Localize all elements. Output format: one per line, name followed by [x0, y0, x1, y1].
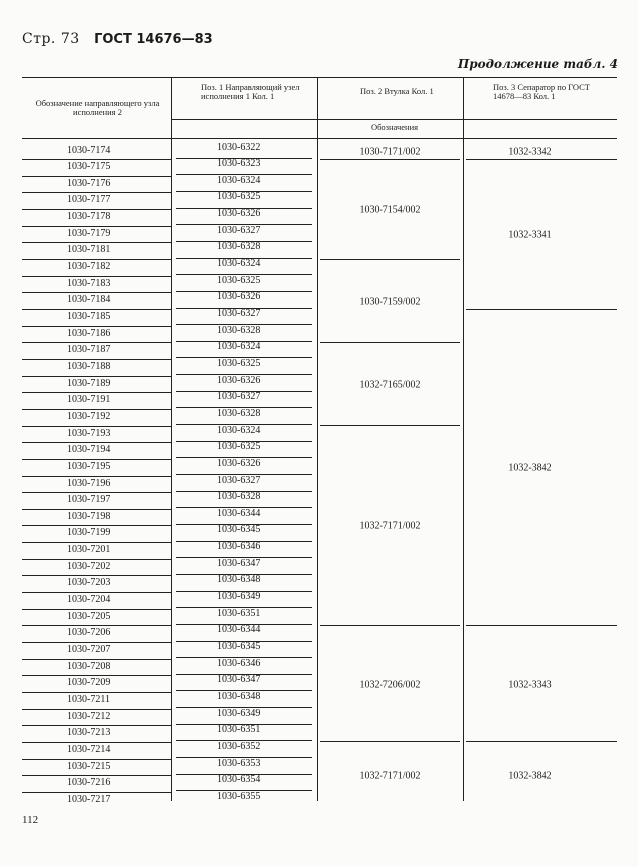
sleeve-group-label: 1030-7171/002 — [359, 146, 421, 158]
page-label: Стр. 73 — [22, 31, 80, 47]
table-cell-node-designation: 1030-7201 — [67, 544, 111, 556]
table-cell-guide-assembly: 1030-6348 — [217, 690, 261, 702]
table-cell-node-designation: 1030-7211 — [67, 693, 110, 705]
table-cell-guide-assembly: 1030-6354 — [217, 774, 261, 786]
row-rule-col1 — [22, 709, 171, 710]
separator-group-rule — [466, 309, 617, 310]
table-cell-node-designation: 1030-7198 — [67, 510, 111, 522]
row-rule-col1 — [22, 392, 171, 393]
table-cell-guide-assembly: 1030-6345 — [217, 641, 261, 652]
table-cell-node-designation: 1030-7189 — [67, 377, 111, 389]
sleeve-group-label: 1032-7171/002 — [359, 520, 421, 532]
row-rule-col1 — [22, 509, 171, 510]
row-rule-col1 — [22, 376, 171, 377]
running-head — [22, 31, 213, 47]
sleeve-group-rule — [320, 259, 460, 260]
sleeve-group-rule — [320, 159, 460, 160]
table-cell-node-designation: 1030-7195 — [67, 460, 111, 472]
table-cell-guide-assembly: 1030-6344 — [217, 624, 261, 636]
table-cell-guide-assembly: 1030-6327 — [217, 308, 261, 319]
table-cell-guide-assembly: 1030-6328 — [217, 491, 261, 503]
header-col3: Поз. 2 Втулка Кол. 1 — [360, 86, 434, 96]
table-cell-node-designation: 1030-7208 — [67, 660, 111, 672]
row-rule-col1 — [22, 575, 171, 576]
row-rule-col1 — [22, 476, 171, 477]
separator-group-label: 1032-3842 — [508, 770, 552, 782]
table-cell-node-designation: 1030-7202 — [67, 560, 111, 572]
table-cell-guide-assembly: 1030-6324 — [217, 424, 261, 436]
row-rule-col1 — [22, 459, 171, 460]
col-divider-2 — [317, 77, 318, 801]
row-rule-col1 — [22, 159, 171, 160]
sleeve-group-rule — [320, 625, 460, 626]
table-cell-guide-assembly: 1030-6323 — [217, 158, 261, 170]
sleeve-group-rule — [320, 342, 460, 343]
table-cell-node-designation: 1030-7194 — [67, 444, 111, 456]
header-bottom-rule — [22, 138, 617, 139]
table-cell-node-designation: 1030-7217 — [67, 793, 111, 805]
separator-group-rule — [466, 159, 617, 160]
table-cell-guide-assembly: 1030-6349 — [217, 591, 261, 603]
table-cell-node-designation: 1030-7179 — [67, 227, 111, 239]
standard-number: ГОСТ 14676—83 — [94, 32, 213, 47]
table-cell-guide-assembly: 1030-6346 — [217, 541, 261, 553]
header-designations: Обозначения — [370, 122, 419, 132]
table-cell-guide-assembly: 1030-6328 — [217, 407, 261, 419]
sleeve-group-label: 1030-7154/002 — [359, 204, 421, 216]
table-cell-node-designation: 1030-7197 — [67, 494, 111, 506]
table-cell-guide-assembly: 1030-6344 — [217, 507, 261, 519]
table-cell-guide-assembly: 1030-6325 — [217, 441, 261, 453]
table-cell-node-designation: 1030-7204 — [67, 594, 111, 606]
header-col1: Обозначение направляющего узла исполнения 2 — [35, 98, 160, 117]
row-rule-col1 — [22, 326, 171, 327]
table-cell-node-designation: 1030-7216 — [67, 777, 111, 789]
row-rule-col1 — [22, 759, 171, 760]
table-cell-node-designation: 1030-7206 — [67, 627, 111, 639]
row-rule-col1 — [22, 725, 171, 726]
row-rule-col1 — [22, 692, 171, 693]
table-cell-guide-assembly: 1030-6351 — [217, 607, 261, 619]
col-divider-3 — [463, 77, 464, 801]
row-rule-col1 — [22, 659, 171, 660]
table-cell-node-designation: 1030-7196 — [67, 477, 111, 489]
table-cell-node-designation: 1030-7181 — [67, 244, 111, 256]
row-rule-col1 — [22, 426, 171, 427]
row-rule-col1 — [22, 192, 171, 193]
table-cell-guide-assembly: 1030-6324 — [217, 258, 261, 270]
row-rule-col1 — [22, 742, 171, 743]
row-rule-col1 — [22, 775, 171, 776]
separator-group-label: 1032-3341 — [508, 229, 552, 241]
sleeve-group-label: 1030-7159/002 — [359, 296, 421, 308]
table-cell-guide-assembly: 1030-6328 — [217, 241, 261, 253]
header-col2: Поз. 1 Направляющий узел исполнения 1 Кол. 1 — [201, 82, 300, 101]
table-cell-node-designation: 1030-7184 — [67, 294, 111, 306]
table-cell-guide-assembly: 1030-6347 — [217, 674, 261, 686]
table-cell-node-designation: 1030-7215 — [67, 760, 111, 772]
designation-rule — [171, 119, 617, 120]
table-cell-guide-assembly: 1030-6325 — [217, 357, 261, 369]
header-col4: Поз. 3 Сепаратор по ГОСТ 14678—83 Кол. 1 — [493, 82, 590, 101]
table-cell-node-designation: 1030-7213 — [67, 727, 111, 739]
row-rule-col1 — [22, 242, 171, 243]
table-cell-guide-assembly: 1030-6324 — [217, 341, 261, 353]
row-rule-col1 — [22, 276, 171, 277]
table-cell-guide-assembly: 1030-6326 — [217, 291, 261, 303]
table-cell-node-designation: 1030-7185 — [67, 311, 111, 322]
table-cell-node-designation: 1030-7199 — [67, 527, 111, 539]
table-cell-guide-assembly: 1030-6327 — [217, 391, 261, 403]
table-cell-node-designation: 1030-7174 — [67, 144, 111, 156]
separator-group-label: 1032-3342 — [508, 146, 552, 158]
row-rule-col1 — [22, 675, 171, 676]
table-cell-guide-assembly: 1030-6325 — [217, 191, 261, 203]
table-cell-node-designation: 1030-7176 — [67, 177, 111, 189]
table-cell-guide-assembly: 1030-6327 — [217, 224, 261, 236]
separator-group-rule — [466, 741, 617, 742]
table-cell-guide-assembly: 1030-6353 — [217, 757, 261, 769]
row-rule-col1 — [22, 359, 171, 360]
table-cell-node-designation: 1030-7177 — [67, 194, 111, 206]
sleeve-group-rule — [320, 425, 460, 426]
row-rule-col1 — [22, 226, 171, 227]
table-cell-node-designation: 1030-7188 — [67, 360, 111, 372]
row-rule-col1 — [22, 625, 171, 626]
table-cell-node-designation: 1030-7207 — [67, 644, 111, 655]
table-cell-guide-assembly: 1030-6327 — [217, 474, 261, 486]
row-rule-col1 — [22, 542, 171, 543]
table-cell-guide-assembly: 1030-6326 — [217, 374, 261, 386]
table-cell-node-designation: 1030-7178 — [67, 211, 111, 223]
table-cell-guide-assembly: 1030-6355 — [217, 790, 261, 802]
row-rule-col1 — [22, 409, 171, 410]
table-cell-guide-assembly: 1030-6352 — [217, 740, 261, 752]
table-cell-node-designation: 1030-7193 — [67, 427, 111, 439]
table-cell-node-designation: 1030-7182 — [67, 261, 111, 273]
table-cell-guide-assembly: 1030-6348 — [217, 574, 261, 586]
row-rule-col1 — [22, 292, 171, 293]
table-cell-guide-assembly: 1030-6322 — [217, 141, 261, 153]
separator-group-rule — [466, 625, 617, 626]
table-cell-guide-assembly: 1030-6324 — [217, 174, 261, 186]
row-rule-col1 — [22, 559, 171, 560]
row-rule-col1 — [22, 642, 171, 643]
col-divider-1 — [171, 77, 172, 801]
table-cell-guide-assembly: 1030-6349 — [217, 707, 261, 719]
table-cell-guide-assembly: 1030-6351 — [217, 724, 261, 736]
table-cell-guide-assembly: 1030-6347 — [217, 557, 261, 569]
table-cell-guide-assembly: 1030-6345 — [217, 524, 261, 536]
table-continuation-label: Продолжение табл. 4 — [457, 57, 618, 71]
row-rule-col1 — [22, 342, 171, 343]
table-cell-node-designation: 1030-7203 — [67, 577, 111, 589]
page-number: 112 — [22, 814, 39, 826]
row-rule-col1 — [22, 592, 171, 593]
row-rule-col1 — [22, 259, 171, 260]
table-cell-node-designation: 1030-7183 — [67, 277, 111, 289]
row-rule-col1 — [22, 609, 171, 610]
row-rule-col1 — [22, 209, 171, 210]
table-cell-guide-assembly: 1030-6326 — [217, 208, 261, 220]
row-rule-col1 — [22, 792, 171, 793]
sleeve-group-label: 1032-7165/002 — [359, 379, 421, 391]
table-cell-node-designation: 1030-7186 — [67, 327, 111, 339]
separator-group-label: 1032-3343 — [508, 679, 552, 691]
row-rule-col1 — [22, 492, 171, 493]
table-cell-node-designation: 1030-7214 — [67, 743, 111, 755]
table-cell-guide-assembly: 1030-6325 — [217, 274, 261, 286]
separator-group-label: 1032-3842 — [508, 462, 552, 474]
table-cell-node-designation: 1030-7209 — [67, 677, 111, 689]
table-cell-node-designation: 1030-7175 — [67, 161, 111, 173]
row-rule-col1 — [22, 309, 171, 310]
row-rule-col1 — [22, 176, 171, 177]
table-cell-node-designation: 1030-7191 — [67, 394, 111, 406]
table-cell-node-designation: 1030-7205 — [67, 610, 111, 622]
sleeve-group-rule — [320, 741, 460, 742]
table-top-rule — [22, 77, 617, 78]
table-cell-node-designation: 1030-7212 — [67, 710, 111, 722]
table-cell-guide-assembly: 1030-6326 — [217, 457, 261, 469]
row-rule-col1 — [22, 442, 171, 443]
table-cell-guide-assembly: 1030-6328 — [217, 324, 261, 336]
row-rule-col1 — [22, 525, 171, 526]
table-cell-node-designation: 1030-7192 — [67, 410, 111, 422]
table-cell-guide-assembly: 1030-6346 — [217, 657, 261, 669]
table-cell-node-designation: 1030-7187 — [67, 344, 111, 356]
sleeve-group-label: 1032-7206/002 — [359, 679, 421, 691]
sleeve-group-label: 1032-7171/002 — [359, 770, 421, 782]
